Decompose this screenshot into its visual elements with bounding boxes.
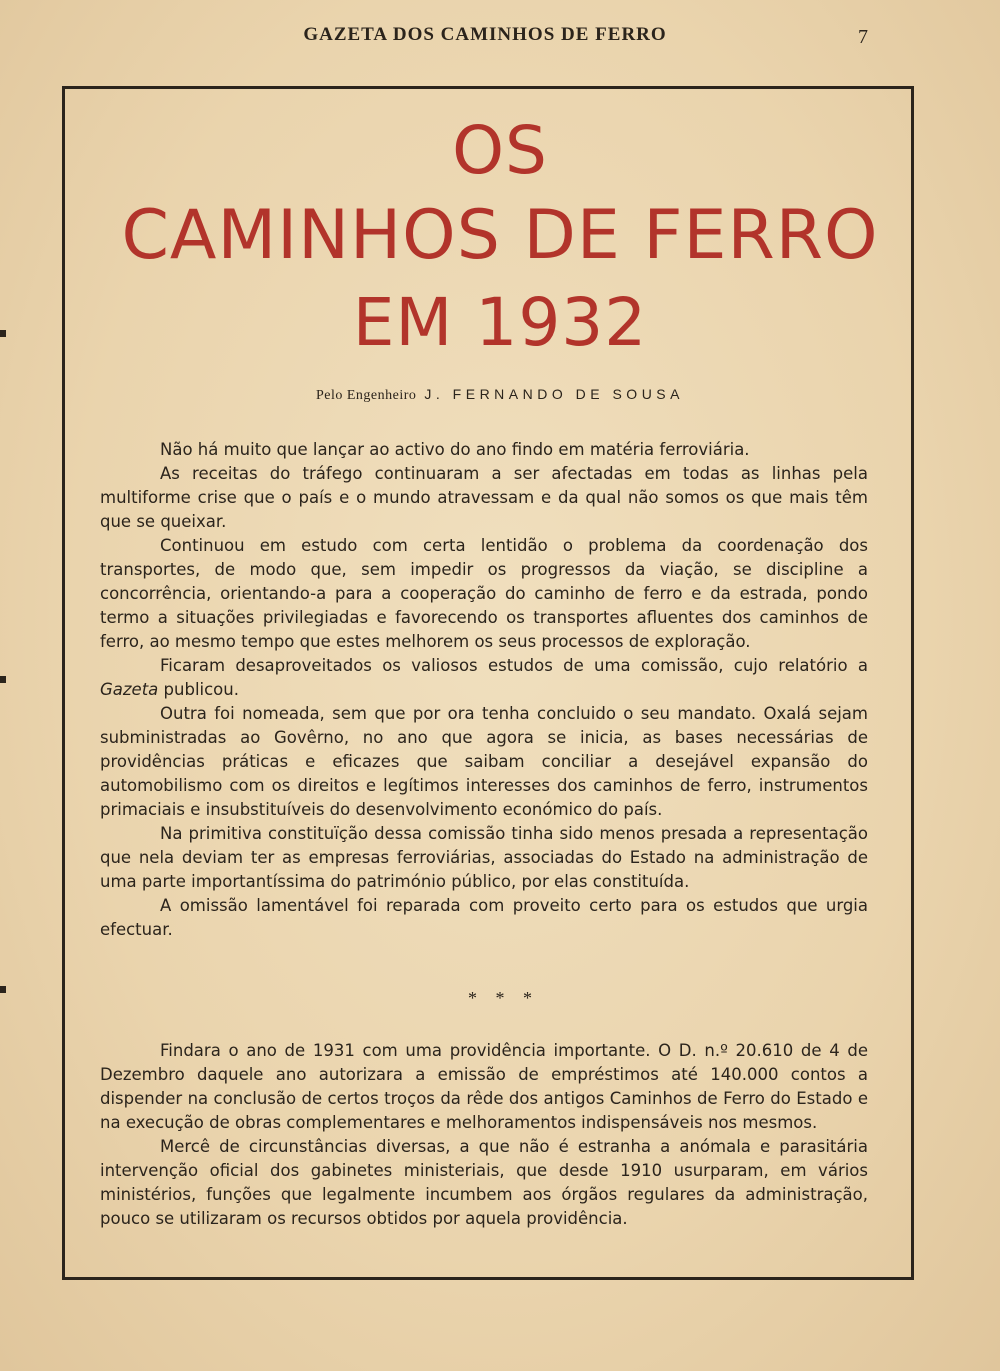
journal-title: GAZETA DOS CAMINHOS DE FERRO bbox=[303, 24, 667, 45]
paragraph bbox=[100, 654, 868, 702]
paragraph: As receitas do tráfego continuaram a ser afectadas em todas as linhas pela multiforme crise que o país e o mundo atravessam e da qual não somos os que mais têm que se queixar. bbox=[100, 464, 868, 531]
paragraph-text: publicou. bbox=[158, 680, 239, 699]
paragraph-text: Ficaram desaproveitados os valiosos estudos de uma comissão, cujo relatório a bbox=[160, 656, 868, 675]
paragraph: A omissão lamentável foi reparada com proveito certo para os estudos que urgia efectuar. bbox=[100, 896, 868, 939]
paragraph: Mercê de circunstâncias diversas, a que não é estranha a anómala e parasitária intervenção oficial dos gabinetes ministeriais, que desde 1910 usurparam, em vários ministérios, funções que legalmente incumbem aos órgãos regulares da administração, pouco se utilizaram os recursos obtidos por aquela providência. bbox=[100, 1137, 868, 1228]
byline bbox=[0, 386, 1000, 404]
article-body-section-1 bbox=[100, 438, 868, 942]
running-head bbox=[0, 24, 1000, 52]
section-separator: * * * bbox=[468, 988, 532, 1008]
byline-author: J. FERNANDO DE SOUSA bbox=[424, 386, 684, 402]
page-number: 7 bbox=[858, 26, 868, 48]
headline-line-1: OS bbox=[452, 112, 548, 189]
paragraph: Outra foi nomeada, sem que por ora tenha concluido o seu mandato. Oxalá sejam subministradas ao Govêrno, no ano que agora se inicia, as bases necessárias de providências práticas e eficazes que saibam conciliar a desejável expansão do automobilismo com os direitos e legítimos interesses dos caminhos de ferro, instrumentos primaciais e insubstituíveis do desenvolvimento económico do país. bbox=[100, 704, 868, 819]
binding-mark bbox=[0, 676, 6, 683]
paragraph: Findara o ano de 1931 com uma providência importante. O D. n.º 20.610 de 4 de Dezembro daquele ano autorizara a emissão de empréstimos até 140.000 contos a dispender na conclusão de certos troços da rêde dos antigos Caminhos de Ferro do Estado e na execução de obras complementares e melhoramentos indispensáveis nos mesmos. bbox=[100, 1041, 868, 1132]
article-body-section-2 bbox=[100, 1039, 868, 1231]
byline-prefix: Pelo Engenheiro bbox=[315, 388, 417, 403]
paragraph: Na primitiva constituïção dessa comissão tinha sido menos presada a representação que nela deviam ter as empresas ferroviárias, associadas do Estado na administração de uma parte importantíssima do património público, por elas constituída. bbox=[100, 824, 868, 891]
publication-name: Gazeta bbox=[100, 680, 159, 699]
headline-line-3: EM 1932 bbox=[352, 284, 648, 361]
paragraph: Continuou em estudo com certa lentidão o problema da coordenação dos transportes, de modo que, sem impedir os progressos da viação, se discipline a concorrência, orientando-a para a cooperação do caminho de ferro e da estrada, pondo termo a situações privilegiadas e favorecendo os transportes afluentes dos caminhos de ferro, ao mesmo tempo que estes melhorem os seus processos de exploração. bbox=[100, 536, 868, 651]
headline-line-2: CAMINHOS DE FERRO bbox=[121, 196, 879, 275]
paragraph: Não há muito que lançar ao activo do ano findo em matéria ferroviária. bbox=[160, 440, 750, 459]
